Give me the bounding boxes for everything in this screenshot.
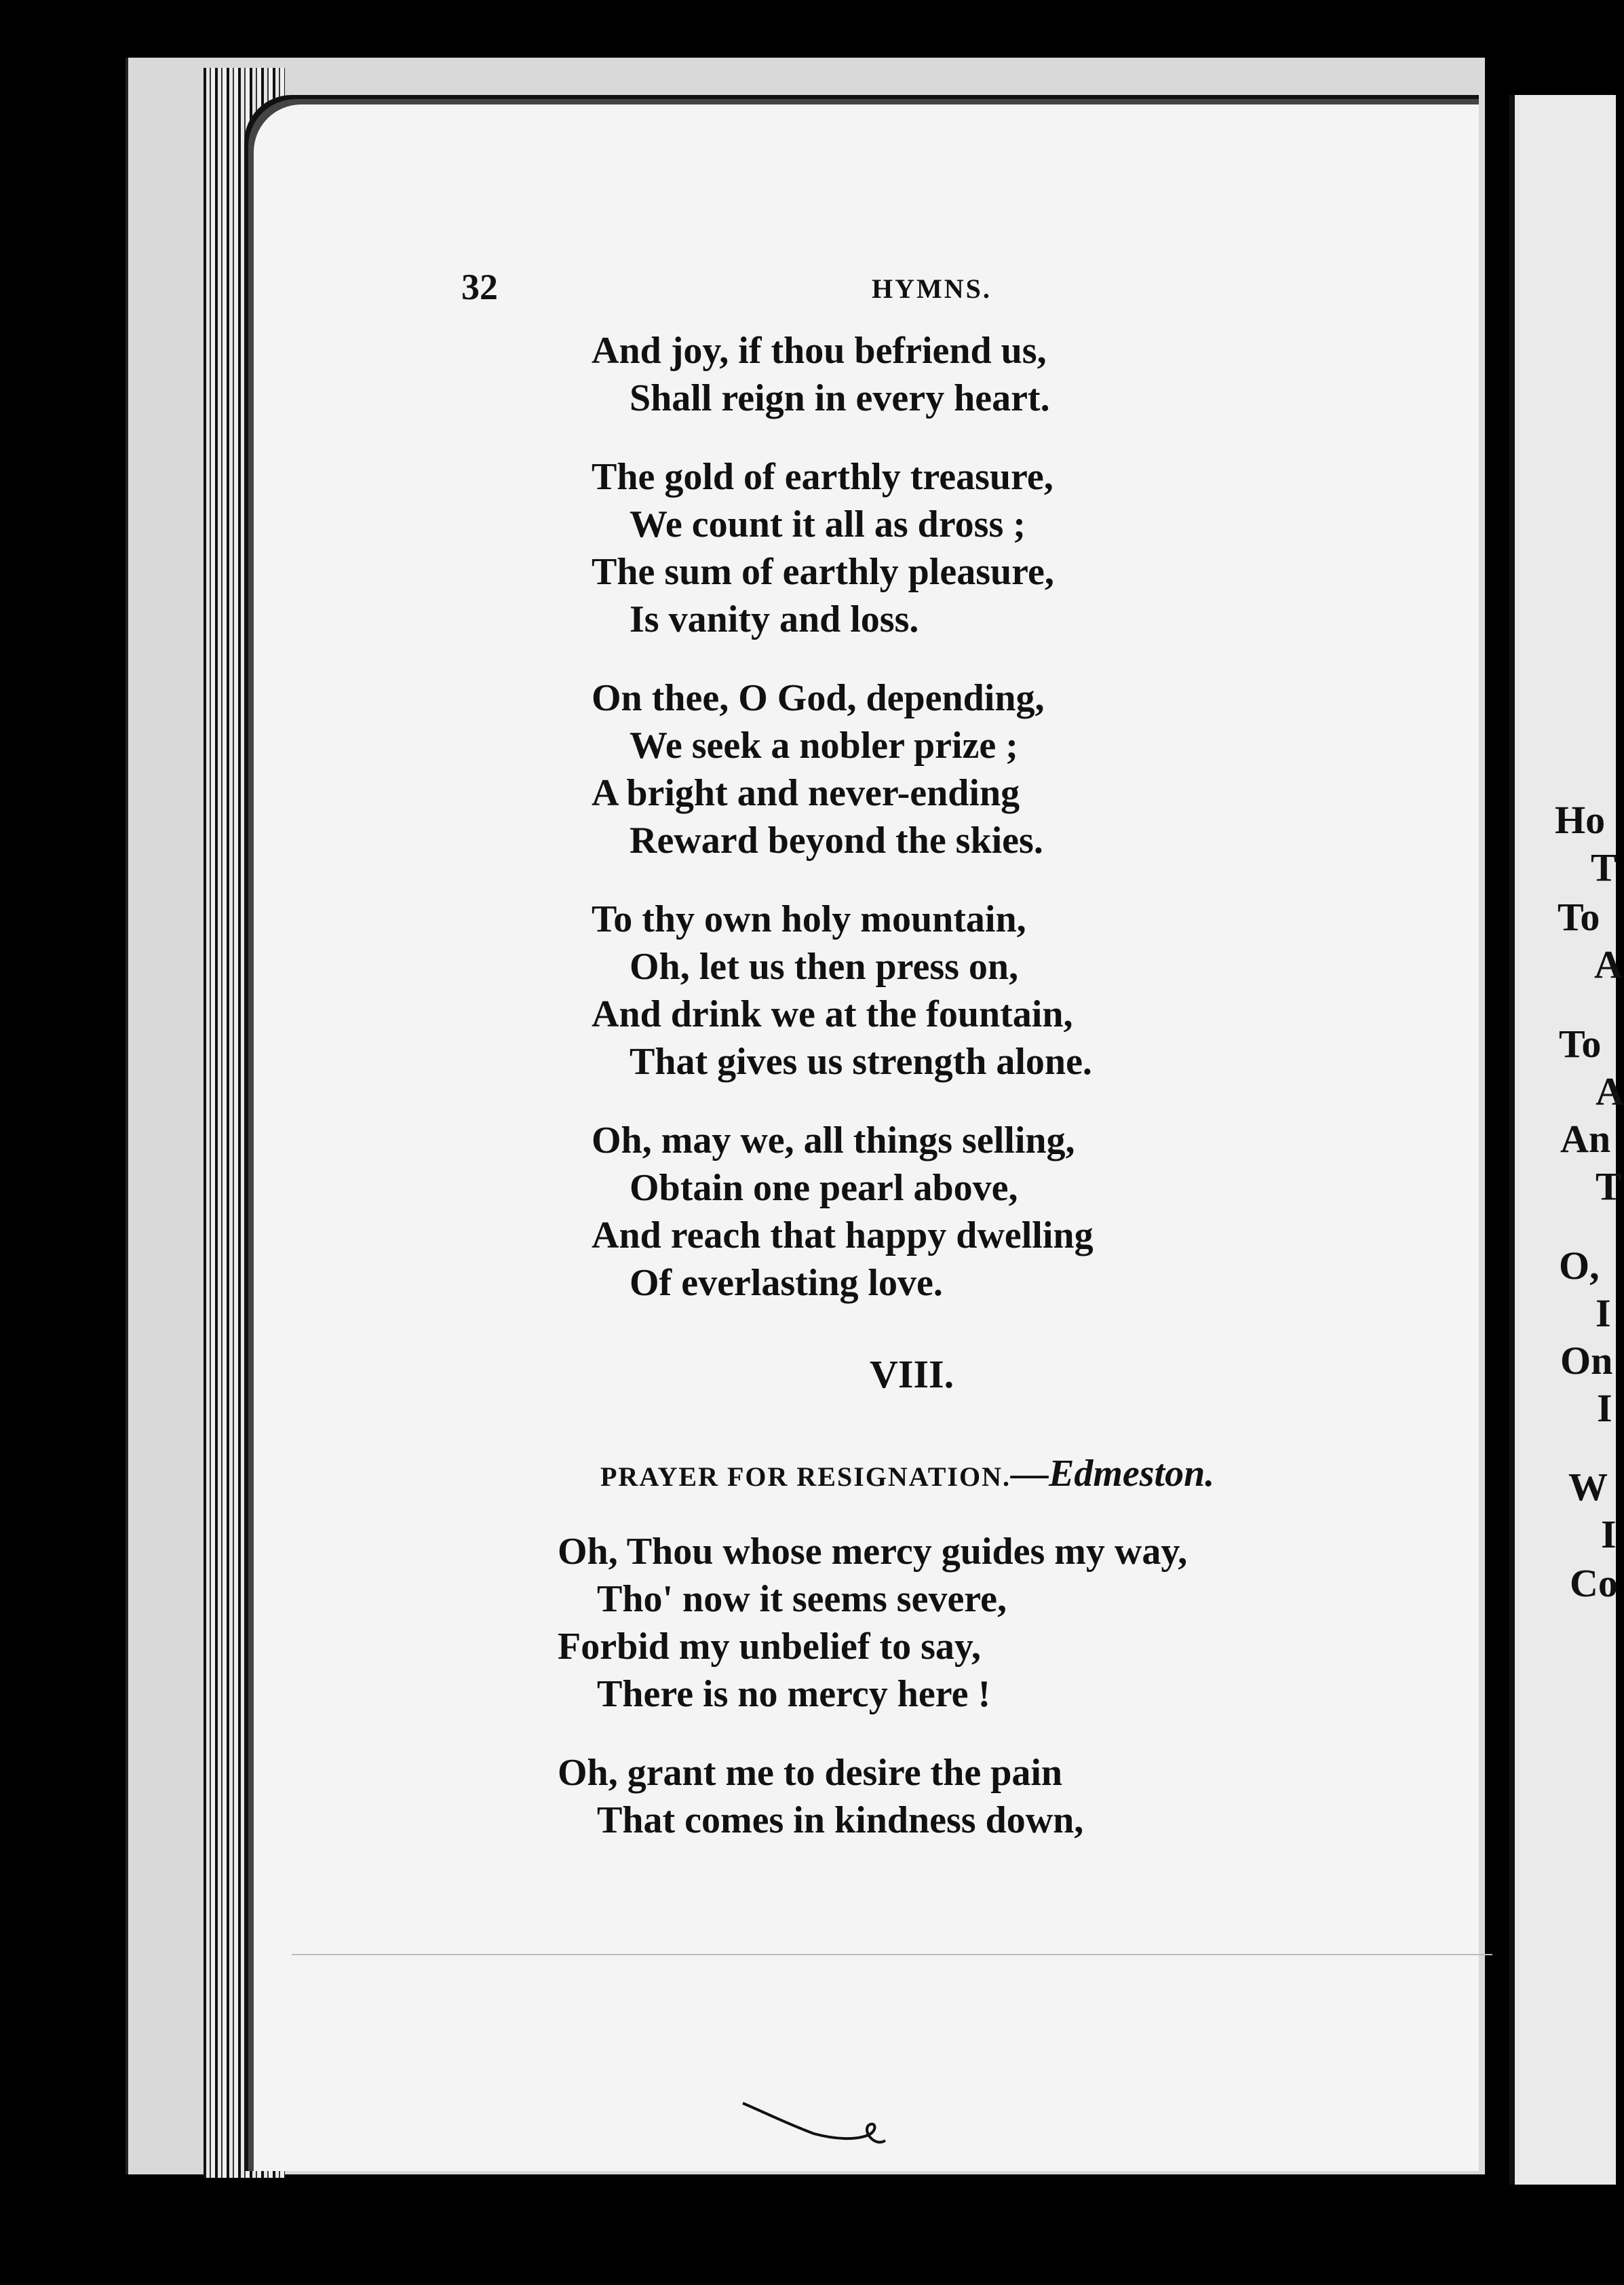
hymn-number: VIII. <box>870 1352 954 1396</box>
verse-line: And drink we at the fountain, <box>592 993 1073 1035</box>
facing-page-fragment: Co <box>1570 1561 1618 1605</box>
verse-line: Oh, Thou whose mercy guides my way, <box>558 1531 1188 1573</box>
verse-line: That comes in kindness down, <box>597 1799 1084 1841</box>
facing-page-fragment: To <box>1558 895 1600 939</box>
hymn-title-text: PRAYER FOR RESIGNATION. <box>600 1461 1011 1492</box>
facing-page-fragment: An <box>1560 1117 1611 1161</box>
facing-page-fragment: I <box>1601 1512 1617 1556</box>
running-title: HYMNS. <box>872 273 992 304</box>
verse-line: On thee, O God, depending, <box>592 677 1045 719</box>
verse-line: To thy own holy mountain, <box>592 898 1026 940</box>
hymn-dash: — <box>1010 1453 1049 1495</box>
verse-line: That gives us strength alone. <box>630 1041 1092 1083</box>
page-rule <box>292 1954 1492 1955</box>
verse-line: Is vanity and loss. <box>630 598 919 640</box>
verse-line: Forbid my unbelief to say, <box>558 1626 981 1668</box>
facing-page-fragment: T <box>1596 1164 1622 1208</box>
verse-line: Oh, grant me to desire the pain <box>558 1752 1063 1794</box>
verse-line: The sum of earthly pleasure, <box>592 551 1054 593</box>
facing-page-fragment: On <box>1560 1339 1613 1383</box>
verse-line: The gold of earthly treasure, <box>592 456 1053 498</box>
pen-flourish <box>739 2093 895 2154</box>
facing-page-fragment: A <box>1594 942 1623 986</box>
verse-line: And reach that happy dwelling <box>592 1214 1094 1256</box>
facing-page-fragment: A <box>1596 1069 1624 1113</box>
verse-line: Oh, let us then press on, <box>630 946 1019 988</box>
facing-page-fragment: Ho <box>1555 798 1606 842</box>
facing-page-fragment: T <box>1591 845 1617 889</box>
facing-page-fragment: O, <box>1559 1244 1600 1288</box>
verse-line: Oh, may we, all things selling, <box>592 1119 1075 1161</box>
verse-line: A bright and never-ending <box>592 772 1020 814</box>
facing-page-fragment: To <box>1559 1022 1602 1066</box>
facing-page-fragment: I <box>1596 1291 1611 1335</box>
verse-line: Of everlasting love. <box>630 1262 943 1304</box>
verse-line: We seek a nobler prize ; <box>630 725 1018 767</box>
hymn-author: Edmeston. <box>1048 1453 1215 1495</box>
hymn-title <box>600 1452 1214 1495</box>
verse-line: We count it all as dross ; <box>630 503 1026 545</box>
facing-page-fragment: I <box>1597 1386 1612 1430</box>
verse-line: Tho' now it seems severe, <box>597 1578 1007 1620</box>
verse-line: There is no mercy here ! <box>597 1673 991 1715</box>
verse-line: Reward beyond the skies. <box>630 820 1043 862</box>
verse-line: Obtain one pearl above, <box>630 1167 1018 1209</box>
facing-page-fragment: W <box>1568 1465 1608 1509</box>
page-number: 32 <box>461 267 498 307</box>
verse-line: Shall reign in every heart. <box>630 377 1050 419</box>
verse-line: And joy, if thou befriend us, <box>592 330 1047 372</box>
